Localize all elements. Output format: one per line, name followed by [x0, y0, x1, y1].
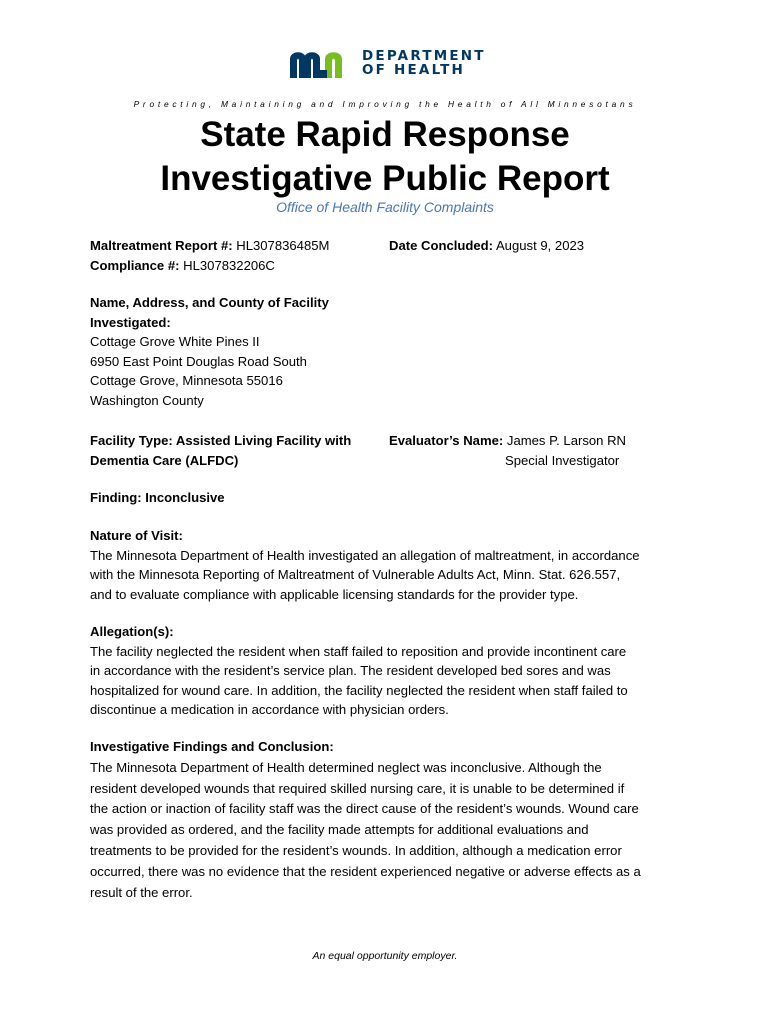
nature-of-visit-section: [90, 526, 640, 604]
evaluator-title: Special Investigator: [505, 452, 620, 468]
evaluator-row: [389, 431, 626, 451]
facility-type-line-2: Dementia Care (ALFDC): [90, 452, 239, 468]
logo-line-2: OF HEALTH: [362, 62, 466, 78]
paragraph-line: The facility neglected the resident when staff failed to reposition and provide incontinent care: [90, 643, 627, 659]
paragraph-line: The Minnesota Department of Health determined neglect was inconclusive. Although the: [90, 759, 602, 775]
department-of-health-logo: [290, 48, 486, 78]
facility-type-line-1: Facility Type: Assisted Living Facility with: [90, 433, 352, 448]
date-label: Date Concluded:: [389, 238, 494, 253]
paragraph-line: resident developed wounds that required skilled nursing care, it is unable to be determined if: [90, 780, 625, 796]
paragraph-line: in accordance with the resident’s service plan. The resident developed bed sores and was: [90, 663, 611, 678]
maltreatment-label: Maltreatment Report #:: [90, 238, 233, 253]
evaluator-label: Evaluator’s Name:: [389, 433, 504, 448]
title-line-2: Investigative Public Report: [160, 159, 610, 198]
date-value: August 9, 2023: [495, 238, 585, 253]
paragraph-line: was provided as ordered, and the facility made attempts for additional evaluations and: [90, 822, 589, 838]
subtitle: Office of Health Facility Complaints: [276, 199, 494, 215]
paragraph-line: and to evaluate compliance with applicable licensing standards for the provider type.: [90, 586, 579, 602]
facility-name: Cottage Grove White Pines II: [90, 334, 260, 349]
allegations-heading: Allegation(s):: [90, 624, 174, 639]
compliance-value: HL307832206C: [183, 257, 275, 273]
paragraph-line: discontinue a medication in accordance with physician orders.: [90, 702, 449, 717]
maltreatment-report-row: [90, 236, 329, 256]
finding: Finding: Inconclusive: [90, 490, 225, 505]
paragraph-line: The Minnesota Department of Health investigated an allegation of maltreatment, in accordance: [90, 547, 640, 563]
compliance-row: [90, 256, 329, 276]
facility-county: Washington County: [90, 392, 204, 408]
report-numbers: [90, 236, 329, 275]
paragraph-line: treatments to be provided for the resident’s wounds. In addition, although a medication error: [90, 842, 622, 858]
facility-city: Cottage Grove, Minnesota 55016: [90, 373, 283, 388]
facility-type: [90, 431, 351, 470]
paragraph-line: the action or inaction of facility staff was the direct cause of the resident’s wounds. Wound care: [90, 801, 639, 817]
maltreatment-value: HL307836485M: [236, 238, 330, 253]
logo-line-1: DEPARTMENT: [362, 47, 486, 64]
nature-heading: Nature of Visit:: [90, 528, 183, 543]
facility-heading-line-1: Name, Address, and County of Facility: [90, 295, 329, 310]
findings-section: [90, 737, 641, 903]
evaluator-block: [389, 431, 626, 470]
paragraph-line: with the Minnesota Reporting of Maltreatment of Vulnerable Adults Act, Minn. Stat. 626.557,: [90, 567, 621, 582]
paragraph-line: occurred, there was no evidence that the resident experienced negative or adverse effects as a: [90, 863, 641, 879]
paragraph-line: result of the error.: [90, 884, 193, 900]
mn-logo-icon: [290, 48, 355, 78]
evaluator-name: James P. Larson RN: [506, 433, 627, 448]
facility-street: 6950 East Point Douglas Road South: [90, 353, 307, 369]
facility-heading-line-2: Investigated:: [90, 314, 171, 330]
findings-heading: Investigative Findings and Conclusion:: [90, 739, 334, 754]
date-concluded: [389, 236, 584, 256]
paragraph-line: hospitalized for wound care. In addition, the facility neglected the resident when staff failed to: [90, 682, 628, 698]
title-line-1: State Rapid Response: [200, 115, 570, 154]
facility-block: [90, 293, 329, 410]
allegations-section: [90, 622, 628, 720]
compliance-label: Compliance #:: [90, 257, 180, 273]
footer: An equal opportunity employer.: [312, 950, 458, 962]
page-title: [0, 113, 770, 201]
tagline: Protecting, Maintaining and Improving the Health of All Minnesotans: [133, 99, 637, 109]
